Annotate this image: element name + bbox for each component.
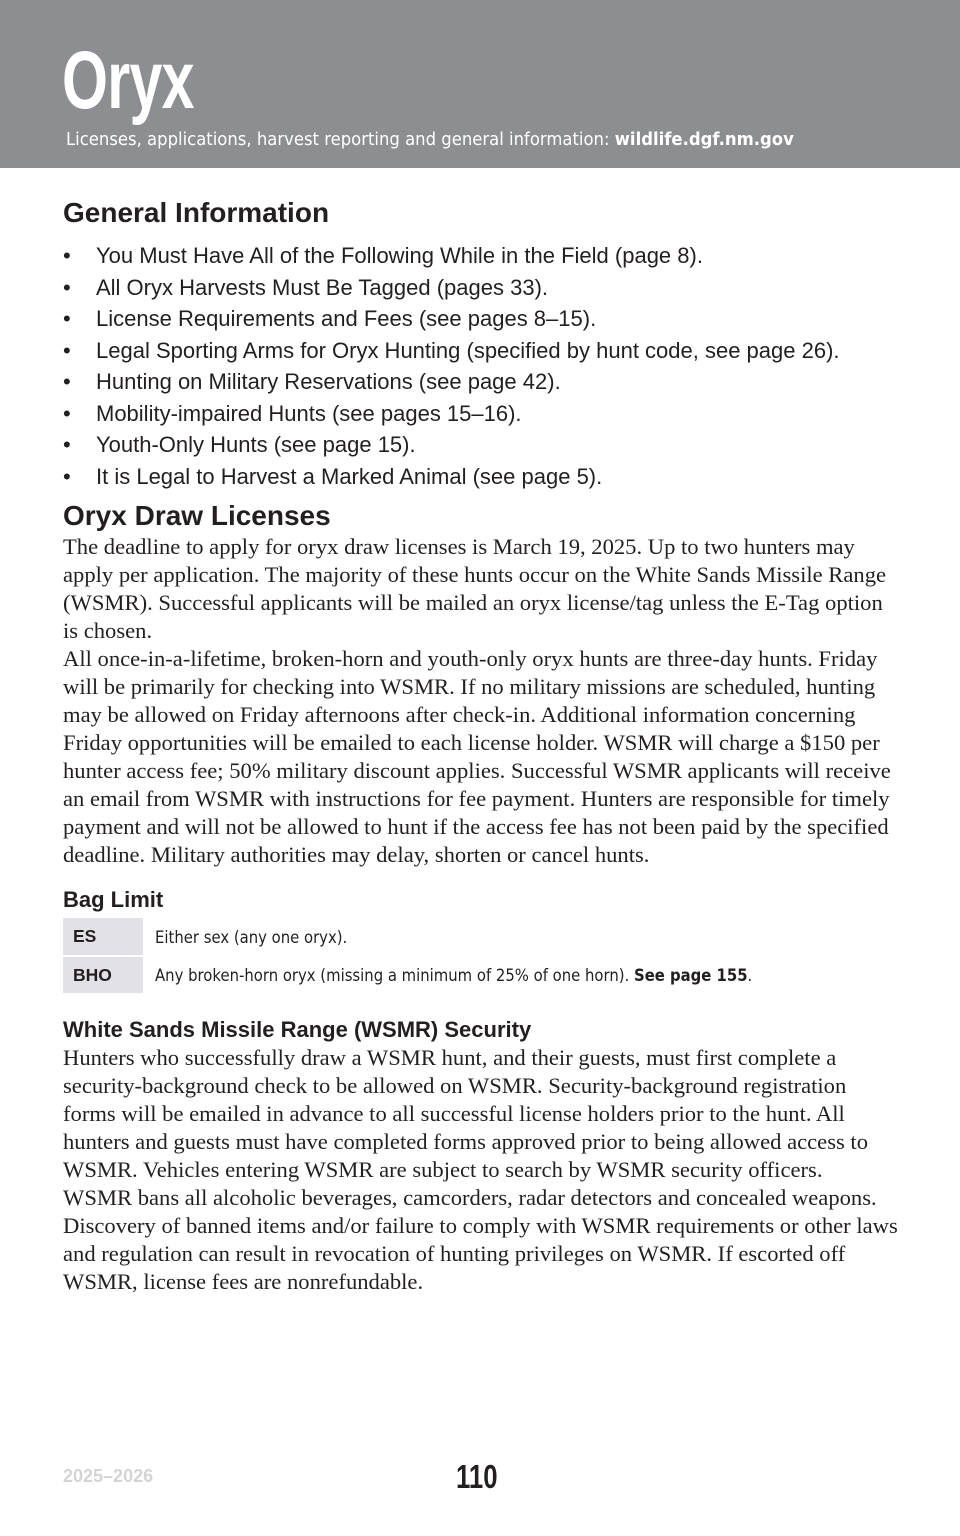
footer-year: 2025–2026 — [63, 1466, 154, 1486]
draw-paragraph: The deadline to apply for oryx draw licenses is March 19, 2025. Up to two hunters may apply per application. The majority of these hunts occur on the White Sands Missile Range (WSMR). Successful applicants will be mailed an oryx license/tag unless the E-Tag option is chosen. — [63, 534, 887, 643]
website-link[interactable]: wildlife.dgf.nm.gov — [614, 130, 794, 150]
bag-limit-table — [63, 918, 820, 995]
list-item: • Youth-Only Hunts (see page 15). — [63, 429, 903, 461]
subtitle-text: Licenses, applications, harvest reporting and general information: — [66, 130, 615, 150]
page-title: Oryx — [62, 35, 194, 126]
bag-code: ES — [63, 918, 143, 956]
bullet-icon: • — [63, 432, 71, 457]
draw-paragraph: All once-in-a-lifetime, broken-horn and youth-only oryx hunts are three-day hunts. Friday will be primarily for checking into WSMR. If no military missions are scheduled, hunting may be allowed on Friday afternoons after check-in. Additional information concerning Friday opportunities will be emailed to each license holder. WSMR will charge a $150 per hunter access fee; 50% military discount applies. Successful WSMR applicants will receive an email from WSMR with instructions for fee payment. Hunters are responsible for timely payment and will not be allowed to hunt if the access fee has not been paid by the specified deadline. Military authorities may delay, shorten or cancel hunts. — [63, 646, 891, 867]
security-paragraph: Hunters who successfully draw a WSMR hunt, and their guests, must first complete a security-background check to be allowed on WSMR. Security-background registration forms will be emailed in advance to all successful license holders prior to the hunt. All hunters and guests must have completed forms approved prior to being allowed access to WSMR. Vehicles entering WSMR are subject to search by WSMR security officers. — [63, 1045, 869, 1182]
bullet-icon: • — [63, 463, 71, 489]
bag-limit-heading: Bag Limit — [63, 887, 164, 912]
bag-code: BHO — [63, 956, 143, 994]
page-header — [0, 0, 960, 168]
bag-description: Either sex (any one oryx). — [155, 927, 348, 947]
page-content — [63, 196, 903, 1296]
bag-description: Any broken-horn oryx (missing a minimum of 25% of one horn). See page 155. — [155, 965, 753, 985]
list-item: • Mobility-impaired Hunts (see pages 15–16). — [63, 398, 903, 430]
bullet-icon: • — [63, 243, 71, 268]
header-subtitle — [66, 130, 794, 150]
list-item: • All Oryx Harvests Must Be Tagged (pages 33). — [63, 272, 903, 304]
list-item: • You Must Have All of the Following While in the Field (page 8). — [63, 240, 903, 272]
table-row — [63, 956, 820, 994]
page-number: 110 — [456, 1458, 498, 1495]
general-information-list — [63, 240, 903, 492]
bullet-icon: • — [63, 274, 71, 300]
list-item: • It is Legal to Harvest a Marked Animal (see page 5). — [63, 461, 903, 493]
list-item: • License Requirements and Fees (see pages 8–15). — [63, 303, 903, 335]
draw-licenses-heading: Oryx Draw Licenses — [63, 500, 331, 531]
bullet-icon: • — [63, 400, 71, 426]
table-row — [63, 918, 820, 956]
list-item: • Hunting on Military Reservations (see page 42). — [63, 366, 903, 398]
general-information-heading: General Information — [63, 197, 330, 228]
bullet-icon: • — [63, 306, 71, 331]
security-paragraph: WSMR bans all alcoholic beverages, camcorders, radar detectors and concealed weapons. Discovery of banned items and/or failure to comply with WSMR requirements or other laws and regulation can result in revocation of hunting privileges on WSMR. If escorted off WSMR, license fees are nonrefundable. — [63, 1185, 898, 1294]
list-item: • Legal Sporting Arms for Oryx Hunting (specified by hunt code, see page 26). — [63, 335, 903, 367]
wsmr-security-heading: White Sands Missile Range (WSMR) Security — [63, 1017, 532, 1042]
bullet-icon: • — [63, 369, 71, 394]
page-reference: See page 155 — [634, 965, 748, 985]
bullet-icon: • — [63, 337, 71, 363]
